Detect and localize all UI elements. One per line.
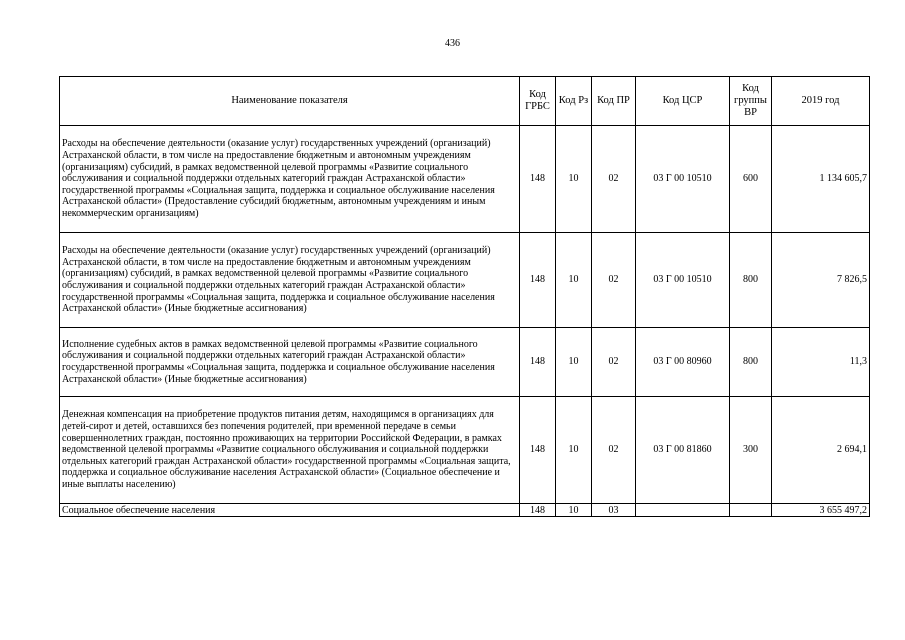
row-amount: 1 134 605,7 xyxy=(772,126,870,233)
page-number: 436 xyxy=(445,38,460,49)
table-row xyxy=(60,397,870,504)
row-vr: 800 xyxy=(730,328,772,397)
row-csr: 03 Г 00 10510 xyxy=(636,233,730,328)
row-name: Денежная компенсация на приобретение продуктов питания детям, находящимся в организациях для детей-сирот и детей, оставшихся без попечения родителей, при временной передаче в семьи совершеннолетних граждан, постоянно проживающих на территории Российской Федерации, в рамках ведомственной целевой программы «Развитие социального обслуживания и социальной поддержки отдельных категорий граждан Астраханской области» государственной программы «Социальная защита, поддержка и социальное обслуживание населения Астраханской области» (Социальное обеспечение и иные выплаты населению) xyxy=(60,397,520,504)
row-rz: 10 xyxy=(556,233,592,328)
row-amount: 7 826,5 xyxy=(772,233,870,328)
row-csr xyxy=(636,504,730,517)
row-vr: 800 xyxy=(730,233,772,328)
table-row xyxy=(60,504,870,517)
table-row xyxy=(60,233,870,328)
row-pr: 02 xyxy=(592,328,636,397)
header-vr: Код группы ВР xyxy=(730,77,772,126)
row-rz: 10 xyxy=(556,504,592,517)
row-rz: 10 xyxy=(556,328,592,397)
row-amount: 11,3 xyxy=(772,328,870,397)
row-vr: 600 xyxy=(730,126,772,233)
row-amount: 3 655 497,2 xyxy=(772,504,870,517)
budget-table xyxy=(59,76,870,517)
table-row xyxy=(60,328,870,397)
header-rz: Код Рз xyxy=(556,77,592,126)
row-grbs: 148 xyxy=(520,126,556,233)
row-csr: 03 Г 00 80960 xyxy=(636,328,730,397)
row-vr: 300 xyxy=(730,397,772,504)
row-pr: 02 xyxy=(592,397,636,504)
header-grbs: Код ГРБС xyxy=(520,77,556,126)
row-grbs: 148 xyxy=(520,233,556,328)
header-csr: Код ЦСР xyxy=(636,77,730,126)
row-pr: 03 xyxy=(592,504,636,517)
row-rz: 10 xyxy=(556,397,592,504)
header-name: Наименование показателя xyxy=(60,77,520,126)
row-csr: 03 Г 00 81860 xyxy=(636,397,730,504)
row-pr: 02 xyxy=(592,126,636,233)
row-vr xyxy=(730,504,772,517)
row-csr: 03 Г 00 10510 xyxy=(636,126,730,233)
row-rz: 10 xyxy=(556,126,592,233)
row-name: Расходы на обеспечение деятельности (оказание услуг) государственных учреждений (организаций) Астраханской области, в том числе на предоставление бюджетным и автономным учреждениям (организациям) субсидий, в рамках ведомственной целевой программы «Развитие социального обслуживания и социальной поддержки отдельных категорий граждан Астраханской области» государственной программы «Социальная защита, поддержка и социальное обслуживание населения Астраханской области» (Предоставление субсидий бюджетным, автономным учреждениям и иным некоммерческим организациям) xyxy=(60,126,520,233)
row-name: Расходы на обеспечение деятельности (оказание услуг) государственных учреждений (организаций) Астраханской области, в том числе на предоставление бюджетным и автономным учреждениям (организациям) субсидий, в рамках ведомственной целевой программы «Развитие социального обслуживания и социальной поддержки отдельных категорий граждан Астраханской области» государственной программы «Социальная защита, поддержка и социальное обслуживание населения Астраханской области» (Иные бюджетные ассигнования) xyxy=(60,233,520,328)
row-pr: 02 xyxy=(592,233,636,328)
row-grbs: 148 xyxy=(520,504,556,517)
row-name: Исполнение судебных актов в рамках ведомственной целевой программы «Развитие социального обслуживания и социальной поддержки отдельных категорий граждан Астраханской области» государственной программы «Социальная защита, поддержка и социальное обслуживание населения Астраханской области» (Иные бюджетные ассигнования) xyxy=(60,328,520,397)
row-amount: 2 694,1 xyxy=(772,397,870,504)
header-year: 2019 год xyxy=(772,77,870,126)
row-name: Социальное обеспечение населения xyxy=(60,504,520,517)
table-header-row xyxy=(60,77,870,126)
header-pr: Код ПР xyxy=(592,77,636,126)
row-grbs: 148 xyxy=(520,328,556,397)
table-row xyxy=(60,126,870,233)
row-grbs: 148 xyxy=(520,397,556,504)
